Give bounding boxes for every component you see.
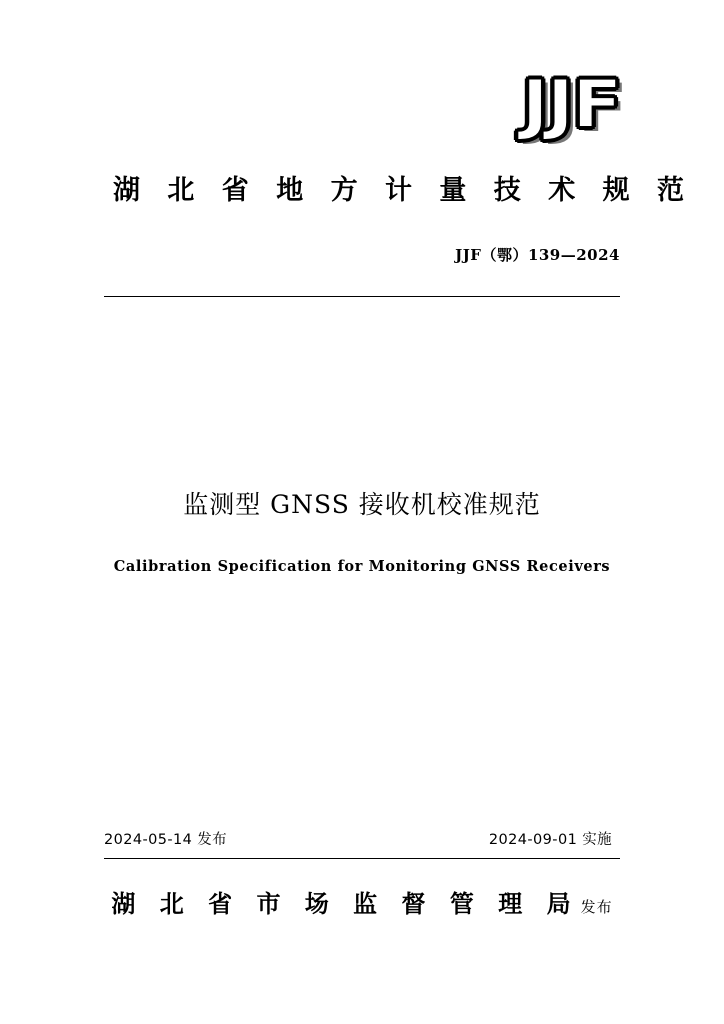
issuing-authority: 湖 北 省 市 场 监 督 管 理 局 [111,889,579,918]
page-title: 监测型 GNSS 接收机校准规范 [183,490,541,519]
publish-label: 发布 [580,898,613,916]
header-divider [104,296,620,297]
specification-code: JJF（鄂）139—2024 [455,246,620,264]
effective-date: 2024-09-01 实施 [488,832,612,848]
jjf-logo-icon: JJF [521,66,620,143]
date-row [104,828,620,849]
page-title-english: Calibration Specification for Monitoring GNSS Receivers [113,558,611,575]
jjf-logo [360,66,620,143]
issuing-authority-row [104,884,620,919]
issue-date: 2024-05-14 发布 [104,832,228,848]
province-standard-line: 湖 北 省 地 方 计 量 技 术 规 范 [113,175,693,206]
footer-divider [104,858,620,859]
